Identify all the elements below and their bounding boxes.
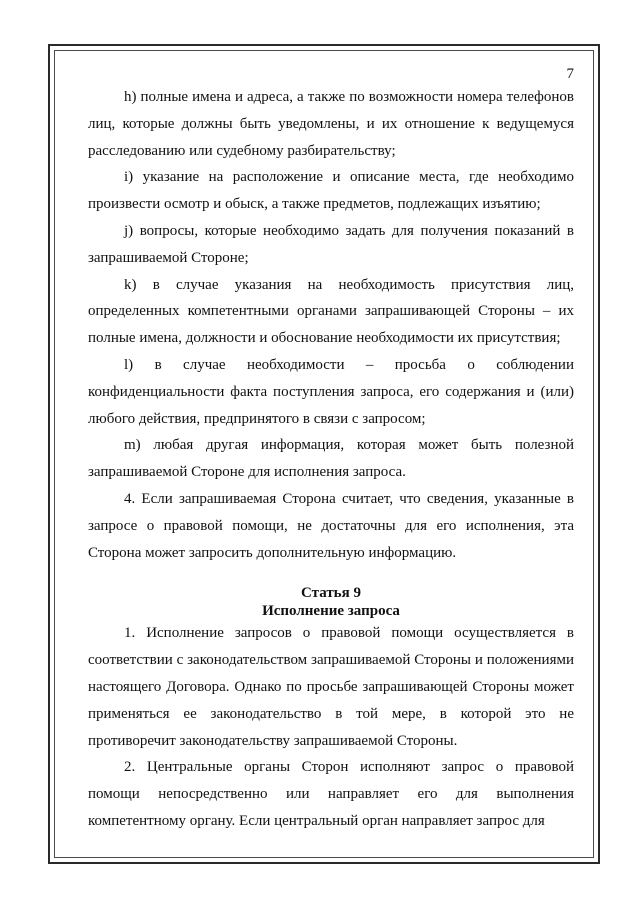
paragraph-j: j) вопросы, которые необходимо задать для получения показаний в запрашиваемой Стороне; [88,222,574,266]
paragraph-9-2: 2. Центральные органы Сторон исполняют запрос о правовой помощи непосредственно или направляет его для выполнения компетентному органу. Если центральный орган направляет запрос для [88,759,574,829]
paragraph-m: m) любая другая информация, которая может быть полезной запрашиваемой Стороне для исполнения запроса. [88,437,574,481]
paragraph-i: i) указание на расположение и описание места, где необходимо произвести осмотр и обыск, а также предметов, подлежащих изъятию; [88,169,574,213]
paragraph-k: k) в случае указания на необходимость присутствия лиц, определенных компетентными органами запрашивающей Стороны – их полные имена, должности и обоснование необходимости их присутствия; [88,276,574,347]
article-title: Исполнение запроса [262,603,400,620]
article-number: Статья 9 [301,585,361,602]
paragraph-h: h) полные имена и адреса, а также по возможности номера телефонов лиц, которые должны быть уведомлены, и их отношение к ведущемуся расследованию или судебному разбирательству; [88,89,574,159]
paragraph-4: 4. Если запрашиваемая Сторона считает, что сведения, указанные в запросе о правовой помощи, не достаточны для его исполнения, эта Сторона может запросить дополнительную информацию. [88,490,574,561]
section-gap [88,566,574,584]
page-number: 7 [566,66,574,82]
paragraph-l: l) в случае необходимости – просьба о соблюдении конфиденциальности факта поступления запроса, его содержания и (или) любого действия, предпринятого в связи с запросом; [88,356,574,427]
paragraph-9-1: 1. Исполнение запросов о правовой помощи осуществляется в соответствии с законодательством запрашиваемой Стороны и положениями настоящего Договора. Однако по просьбе запрашивающей Стороны может применяться ее законодательство в той мере, в которой это не противоречит законодательству запрашиваемой Стороны. [88,625,574,749]
document-body [88,64,574,835]
